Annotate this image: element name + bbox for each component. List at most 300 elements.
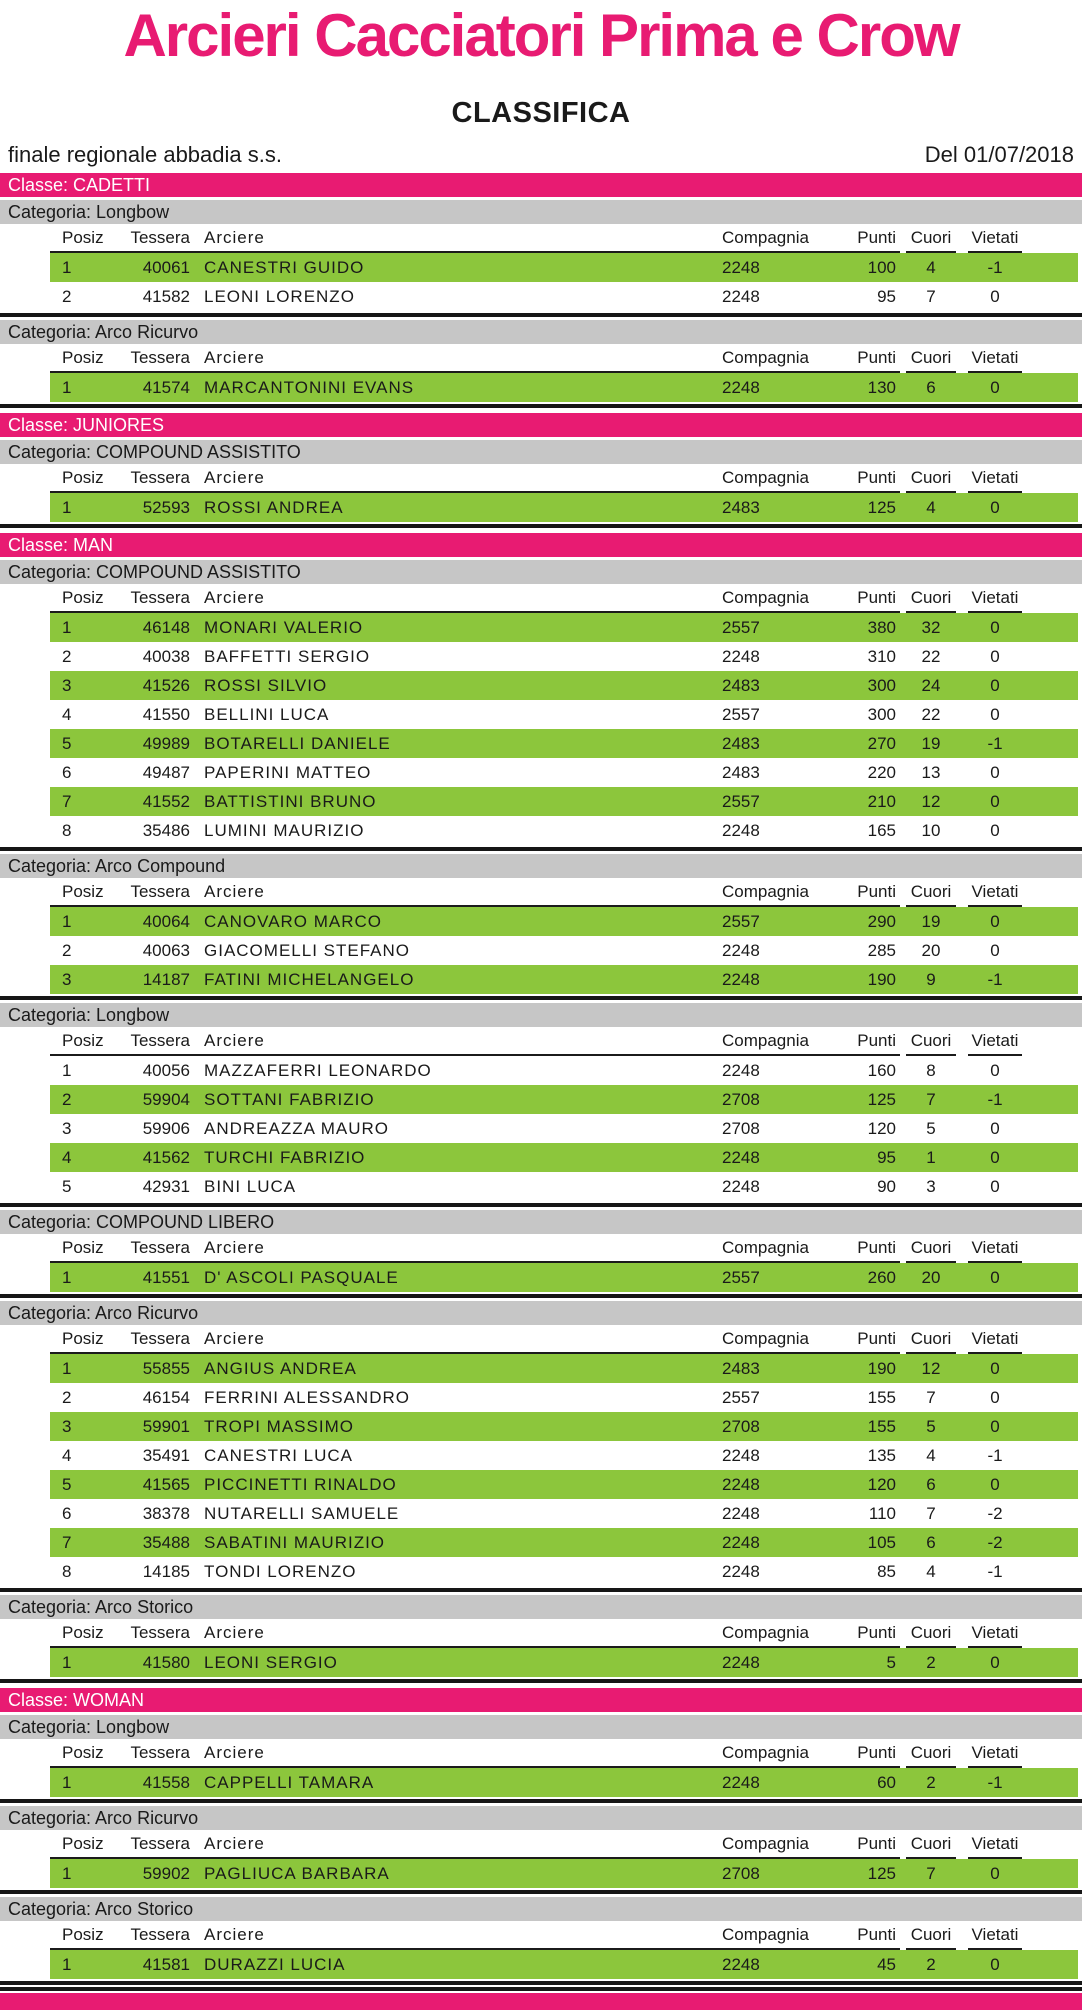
footer-accent-bar: [0, 1993, 1082, 2010]
cell-compagnia: 2483: [722, 498, 760, 517]
table-header-row: [50, 1620, 1078, 1646]
column-header-tessera: Tessera: [130, 1329, 190, 1348]
cell-tessera: 46148: [142, 618, 190, 637]
cell-arciere: ANGIUS ANDREA: [204, 1359, 357, 1378]
column-header-cuori: Cuori: [910, 348, 952, 367]
column-header-compagnia: Compagnia: [722, 1623, 809, 1642]
table-separator: [0, 524, 1082, 528]
cell-compagnia: 2248: [722, 1148, 760, 1167]
column-header-arciere: Arciere: [204, 228, 265, 247]
cell-tessera: 59906: [142, 1119, 190, 1138]
cell-tessera: 41581: [142, 1955, 190, 1974]
category-label: Categoria: COMPOUND ASSISTITO: [0, 560, 1082, 584]
cell-tessera: 38378: [142, 1504, 190, 1523]
page-title: Arcieri Cacciatori Prima e Crow: [123, 2, 959, 69]
table-row: [50, 1114, 1078, 1143]
table-separator: [0, 1203, 1082, 1207]
cell-arciere: PAPERINI MATTEO: [204, 763, 372, 782]
table-row: [50, 907, 1078, 936]
cell-cuori: 12: [921, 1359, 941, 1378]
cell-posiz: 3: [62, 1119, 72, 1138]
cell-posiz: 1: [62, 1359, 72, 1378]
cell-posiz: 7: [62, 792, 72, 811]
cell-compagnia: 2483: [722, 734, 760, 753]
cell-punti: 120: [867, 1119, 896, 1138]
cell-posiz: 5: [62, 1177, 72, 1196]
cell-arciere: LEONI LORENZO: [204, 287, 355, 306]
cell-compagnia: 2708: [722, 1090, 760, 1109]
cell-arciere: ANDREAZZA MAURO: [204, 1119, 390, 1138]
cell-compagnia: 2483: [722, 1359, 760, 1378]
cell-vietati: -1: [987, 1562, 1003, 1581]
cell-posiz: 1: [62, 912, 72, 931]
cell-compagnia: 2708: [722, 1417, 760, 1436]
cell-compagnia: 2708: [722, 1864, 760, 1883]
cell-arciere: PAGLIUCA BARBARA: [204, 1864, 390, 1883]
cell-compagnia: 2248: [722, 258, 760, 277]
table-row: [50, 1950, 1078, 1979]
cell-posiz: 1: [62, 618, 72, 637]
column-header-tessera: Tessera: [130, 1834, 190, 1853]
table-header-row: [50, 1235, 1078, 1261]
column-header-vietati: Vietati: [971, 1743, 1019, 1762]
cell-compagnia: 2557: [722, 1268, 760, 1287]
column-header-posiz: Posiz: [62, 588, 104, 607]
cell-punti: 45: [877, 1955, 896, 1974]
cell-arciere: FATINI MICHELANGELO: [204, 970, 415, 989]
column-header-tessera: Tessera: [130, 1743, 190, 1762]
table-row: [50, 282, 1078, 311]
cell-cuori: 4: [926, 258, 936, 277]
report-subtitle: CLASSIFICA: [451, 97, 631, 129]
category-label: Categoria: Arco Ricurvo: [0, 1301, 1082, 1325]
column-header-posiz: Posiz: [62, 1623, 104, 1642]
cell-compagnia: 2248: [722, 287, 760, 306]
cell-punti: 160: [867, 1061, 896, 1080]
column-header-cuori: Cuori: [910, 228, 952, 247]
column-header-tessera: Tessera: [130, 1623, 190, 1642]
category-label: Categoria: Arco Storico: [0, 1897, 1082, 1921]
table-separator: [0, 1890, 1082, 1894]
column-header-compagnia: Compagnia: [722, 1925, 809, 1944]
cell-tessera: 35491: [142, 1446, 190, 1465]
report-meta: [0, 142, 1082, 168]
table-row: [50, 1470, 1078, 1499]
cell-arciere: ROSSI ANDREA: [204, 498, 344, 517]
cell-cuori: 2: [926, 1773, 936, 1792]
cell-posiz: 1: [62, 1955, 72, 1974]
cell-arciere: D' ASCOLI PASQUALE: [204, 1268, 399, 1287]
column-header-arciere: Arciere: [204, 882, 265, 901]
cell-arciere: TROPI MASSIMO: [204, 1417, 354, 1436]
column-header-vietati: Vietati: [971, 468, 1019, 487]
cell-posiz: 5: [62, 1475, 72, 1494]
cell-posiz: 5: [62, 734, 72, 753]
cell-tessera: 41562: [142, 1148, 190, 1167]
column-header-cuori: Cuori: [910, 1925, 952, 1944]
column-header-cuori: Cuori: [910, 1623, 952, 1642]
cell-punti: 220: [867, 763, 896, 782]
cell-arciere: BINI LUCA: [204, 1177, 297, 1196]
cell-vietati: 0: [990, 1268, 1000, 1287]
cell-compagnia: 2248: [722, 1533, 760, 1552]
table-row: [50, 1557, 1078, 1586]
cell-tessera: 35486: [142, 821, 190, 840]
cell-arciere: BOTARELLI DANIELE: [204, 734, 391, 753]
cell-cuori: 4: [926, 1446, 936, 1465]
cell-vietati: 0: [990, 1359, 1000, 1378]
class-label: Classe: CADETTI: [0, 173, 1082, 197]
cell-cuori: 5: [926, 1417, 936, 1436]
cell-punti: 310: [867, 647, 896, 666]
cell-cuori: 7: [926, 287, 936, 306]
cell-vietati: 0: [990, 1119, 1000, 1138]
column-header-vietati: Vietati: [971, 1925, 1019, 1944]
cell-tessera: 40063: [142, 941, 190, 960]
cell-cuori: 6: [926, 1475, 936, 1494]
cell-tessera: 46154: [142, 1388, 190, 1407]
cell-tessera: 41582: [142, 287, 190, 306]
cell-cuori: 22: [921, 647, 941, 666]
cell-posiz: 4: [62, 1148, 72, 1167]
cell-compagnia: 2248: [722, 941, 760, 960]
cell-punti: 125: [867, 1090, 896, 1109]
table-header-row: [50, 1326, 1078, 1352]
column-header-vietati: Vietati: [971, 882, 1019, 901]
cell-posiz: 2: [62, 647, 72, 666]
cell-tessera: 41580: [142, 1653, 190, 1672]
column-header-punti: Punti: [857, 1329, 896, 1348]
column-header-tessera: Tessera: [130, 1238, 190, 1257]
cell-posiz: 1: [62, 258, 72, 277]
cell-cuori: 10: [921, 821, 941, 840]
cell-arciere: CANOVARO MARCO: [204, 912, 383, 931]
cell-posiz: 1: [62, 1773, 72, 1792]
cell-vietati: -1: [987, 1090, 1003, 1109]
table-row: [50, 1383, 1078, 1412]
column-header-compagnia: Compagnia: [722, 1834, 809, 1853]
category-label: Categoria: COMPOUND LIBERO: [0, 1210, 1082, 1234]
cell-vietati: -2: [987, 1533, 1003, 1552]
results: [0, 173, 1082, 1985]
column-header-compagnia: Compagnia: [722, 1743, 809, 1762]
column-header-posiz: Posiz: [62, 1238, 104, 1257]
column-header-punti: Punti: [857, 1743, 896, 1762]
category-label: Categoria: Longbow: [0, 1003, 1082, 1027]
column-header-punti: Punti: [857, 1834, 896, 1853]
column-header-posiz: Posiz: [62, 1925, 104, 1944]
cell-vietati: -2: [987, 1504, 1003, 1523]
column-header-vietati: Vietati: [971, 228, 1019, 247]
cell-punti: 285: [867, 941, 896, 960]
cell-tessera: 41526: [142, 676, 190, 695]
category-label: Categoria: Arco Compound: [0, 854, 1082, 878]
cell-posiz: 2: [62, 1388, 72, 1407]
cell-arciere: CANESTRI GUIDO: [204, 258, 365, 277]
category-label: Categoria: Arco Storico: [0, 1595, 1082, 1619]
table-row: [50, 613, 1078, 642]
cell-tessera: 41565: [142, 1475, 190, 1494]
column-header-tessera: Tessera: [130, 588, 190, 607]
table-row: [50, 1056, 1078, 1085]
cell-arciere: PICCINETTI RINALDO: [204, 1475, 397, 1494]
class-label: Classe: MAN: [0, 533, 1082, 557]
table-separator: [0, 1679, 1082, 1683]
cell-posiz: 1: [62, 1268, 72, 1287]
column-header-punti: Punti: [857, 588, 896, 607]
cell-tessera: 41551: [142, 1268, 190, 1287]
cell-compagnia: 2248: [722, 1562, 760, 1581]
table-header-row: [50, 225, 1078, 251]
cell-compagnia: 2708: [722, 1119, 760, 1138]
table-row: [50, 253, 1078, 282]
cell-arciere: ROSSI SILVIO: [204, 676, 328, 695]
column-header-posiz: Posiz: [62, 882, 104, 901]
table-row: [50, 671, 1078, 700]
table-row: [50, 1143, 1078, 1172]
column-header-posiz: Posiz: [62, 1834, 104, 1853]
cell-punti: 165: [867, 821, 896, 840]
column-header-cuori: Cuori: [910, 1329, 952, 1348]
table-separator: [0, 313, 1082, 317]
column-header-punti: Punti: [857, 1925, 896, 1944]
cell-punti: 155: [867, 1388, 896, 1407]
cell-arciere: NUTARELLI SAMUELE: [204, 1504, 400, 1523]
table-separator: [0, 404, 1082, 408]
cell-tessera: 41558: [142, 1773, 190, 1792]
cell-posiz: 1: [62, 1061, 72, 1080]
cell-vietati: -1: [987, 1446, 1003, 1465]
cell-arciere: SABATINI MAURIZIO: [204, 1533, 386, 1552]
cell-arciere: LUMINI MAURIZIO: [204, 821, 365, 840]
cell-vietati: 0: [990, 498, 1000, 517]
cell-cuori: 20: [921, 1268, 941, 1287]
cell-cuori: 4: [926, 1562, 936, 1581]
table-separator: [0, 1799, 1082, 1803]
cell-punti: 155: [867, 1417, 896, 1436]
cell-compagnia: 2248: [722, 1061, 760, 1080]
cell-tessera: 41552: [142, 792, 190, 811]
column-header-compagnia: Compagnia: [722, 588, 809, 607]
cell-punti: 90: [877, 1177, 896, 1196]
column-header-arciere: Arciere: [204, 1623, 265, 1642]
cell-arciere: MARCANTONINI EVANS: [204, 378, 415, 397]
cell-posiz: 3: [62, 676, 72, 695]
cell-compagnia: 2248: [722, 647, 760, 666]
cell-cuori: 9: [926, 970, 936, 989]
cell-punti: 105: [867, 1533, 896, 1552]
table-row: [50, 758, 1078, 787]
cell-vietati: 0: [990, 705, 1000, 724]
column-header-compagnia: Compagnia: [722, 468, 809, 487]
table-row: [50, 965, 1078, 994]
cell-punti: 60: [877, 1773, 896, 1792]
cell-punti: 290: [867, 912, 896, 931]
cell-cuori: 7: [926, 1504, 936, 1523]
table-row: [50, 1085, 1078, 1114]
column-header-tessera: Tessera: [130, 228, 190, 247]
cell-tessera: 52593: [142, 498, 190, 517]
column-header-tessera: Tessera: [130, 1925, 190, 1944]
cell-compagnia: 2248: [722, 1475, 760, 1494]
cell-posiz: 7: [62, 1533, 72, 1552]
cell-vietati: 0: [990, 1417, 1000, 1436]
cell-posiz: 1: [62, 1864, 72, 1883]
table-separator: [0, 1588, 1082, 1592]
cell-cuori: 2: [926, 1955, 936, 1974]
cell-vietati: 0: [990, 912, 1000, 931]
cell-punti: 190: [867, 970, 896, 989]
cell-vietati: -1: [987, 1773, 1003, 1792]
cell-cuori: 12: [921, 792, 941, 811]
cell-tessera: 14185: [142, 1562, 190, 1581]
cell-punti: 125: [867, 498, 896, 517]
table-header-row: [50, 345, 1078, 371]
table-row: [50, 787, 1078, 816]
column-header-cuori: Cuori: [910, 1238, 952, 1257]
cell-punti: 300: [867, 705, 896, 724]
cell-vietati: 0: [990, 618, 1000, 637]
column-header-arciere: Arciere: [204, 1031, 265, 1050]
cell-posiz: 2: [62, 941, 72, 960]
footer-divider: [0, 1987, 1082, 1991]
cell-compagnia: 2557: [722, 792, 760, 811]
column-header-vietati: Vietati: [971, 1329, 1019, 1348]
cell-cuori: 5: [926, 1119, 936, 1138]
table-row: [50, 642, 1078, 671]
cell-arciere: CANESTRI LUCA: [204, 1446, 354, 1465]
cell-tessera: 49989: [142, 734, 190, 753]
cell-compagnia: 2248: [722, 821, 760, 840]
category-label: Categoria: COMPOUND ASSISTITO: [0, 440, 1082, 464]
cell-tessera: 59901: [142, 1417, 190, 1436]
cell-compagnia: 2248: [722, 1504, 760, 1523]
cell-vietati: 0: [990, 1061, 1000, 1080]
cell-compagnia: 2557: [722, 1388, 760, 1407]
category-label: Categoria: Arco Ricurvo: [0, 1806, 1082, 1830]
table-row: [50, 1412, 1078, 1441]
cell-vietati: 0: [990, 1653, 1000, 1672]
column-header-posiz: Posiz: [62, 1329, 104, 1348]
column-header-arciere: Arciere: [204, 348, 265, 367]
cell-vietati: 0: [990, 378, 1000, 397]
cell-arciere: BELLINI LUCA: [204, 705, 330, 724]
cell-cuori: 7: [926, 1090, 936, 1109]
cell-posiz: 2: [62, 287, 72, 306]
cell-tessera: 40061: [142, 258, 190, 277]
table-header-row: [50, 1831, 1078, 1857]
column-header-compagnia: Compagnia: [722, 228, 809, 247]
table-row: [50, 1528, 1078, 1557]
column-header-punti: Punti: [857, 348, 896, 367]
column-header-tessera: Tessera: [130, 468, 190, 487]
cell-vietati: 0: [990, 941, 1000, 960]
cell-posiz: 1: [62, 378, 72, 397]
cell-arciere: FERRINI ALESSANDRO: [204, 1388, 410, 1407]
cell-punti: 210: [867, 792, 896, 811]
column-header-posiz: Posiz: [62, 1743, 104, 1762]
column-header-punti: Punti: [857, 468, 896, 487]
table-header-row: [50, 585, 1078, 611]
cell-posiz: 8: [62, 1562, 72, 1581]
table-header-row: [50, 465, 1078, 491]
table-separator: [0, 1981, 1082, 1985]
cell-arciere: TURCHI FABRIZIO: [204, 1148, 366, 1167]
cell-tessera: 42931: [142, 1177, 190, 1196]
cell-cuori: 19: [921, 912, 941, 931]
cell-cuori: 7: [926, 1864, 936, 1883]
report-date: Del 01/07/2018: [924, 142, 1074, 167]
cell-cuori: 4: [926, 498, 936, 517]
column-header-posiz: Posiz: [62, 228, 104, 247]
cell-cuori: 32: [921, 618, 941, 637]
cell-cuori: 2: [926, 1653, 936, 1672]
column-header-vietati: Vietati: [971, 348, 1019, 367]
cell-punti: 95: [877, 287, 896, 306]
cell-tessera: 49487: [142, 763, 190, 782]
cell-cuori: 7: [926, 1388, 936, 1407]
table-header-row: [50, 1740, 1078, 1766]
column-header-punti: Punti: [857, 228, 896, 247]
cell-compagnia: 2248: [722, 970, 760, 989]
column-header-arciere: Arciere: [204, 1238, 265, 1257]
cell-punti: 270: [867, 734, 896, 753]
table-row: [50, 1172, 1078, 1201]
cell-cuori: 13: [921, 763, 941, 782]
cell-compagnia: 2248: [722, 1653, 760, 1672]
cell-tessera: 40056: [142, 1061, 190, 1080]
cell-punti: 120: [867, 1475, 896, 1494]
cell-vietati: -1: [987, 734, 1003, 753]
cell-posiz: 4: [62, 705, 72, 724]
table-separator: [0, 847, 1082, 851]
cell-compagnia: 2248: [722, 378, 760, 397]
cell-vietati: 0: [990, 1148, 1000, 1167]
cell-vietati: 0: [990, 1475, 1000, 1494]
column-header-arciere: Arciere: [204, 588, 265, 607]
cell-posiz: 4: [62, 1446, 72, 1465]
cell-vietati: 0: [990, 287, 1000, 306]
cell-punti: 110: [868, 1504, 896, 1523]
column-header-vietati: Vietati: [971, 1623, 1019, 1642]
cell-punti: 85: [877, 1562, 896, 1581]
column-header-tessera: Tessera: [130, 1031, 190, 1050]
cell-vietati: 0: [990, 792, 1000, 811]
cell-punti: 125: [867, 1864, 896, 1883]
cell-compagnia: 2483: [722, 763, 760, 782]
cell-tessera: 55855: [142, 1359, 190, 1378]
cell-arciere: BATTISTINI BRUNO: [204, 792, 377, 811]
cell-tessera: 14187: [142, 970, 190, 989]
column-header-arciere: Arciere: [204, 468, 265, 487]
cell-posiz: 1: [62, 498, 72, 517]
column-header-compagnia: Compagnia: [722, 882, 809, 901]
cell-vietati: -1: [987, 970, 1003, 989]
cell-punti: 380: [867, 618, 896, 637]
column-header-compagnia: Compagnia: [722, 1238, 809, 1257]
cell-cuori: 20: [921, 941, 941, 960]
table-header-row: [50, 1922, 1078, 1948]
column-header-compagnia: Compagnia: [722, 348, 809, 367]
cell-vietati: -1: [987, 258, 1003, 277]
cell-tessera: 40064: [142, 912, 190, 931]
table-row: [50, 936, 1078, 965]
cell-punti: 260: [867, 1268, 896, 1287]
table-separator: [0, 996, 1082, 1000]
cell-punti: 300: [867, 676, 896, 695]
table-row: [50, 493, 1078, 522]
cell-posiz: 2: [62, 1090, 72, 1109]
